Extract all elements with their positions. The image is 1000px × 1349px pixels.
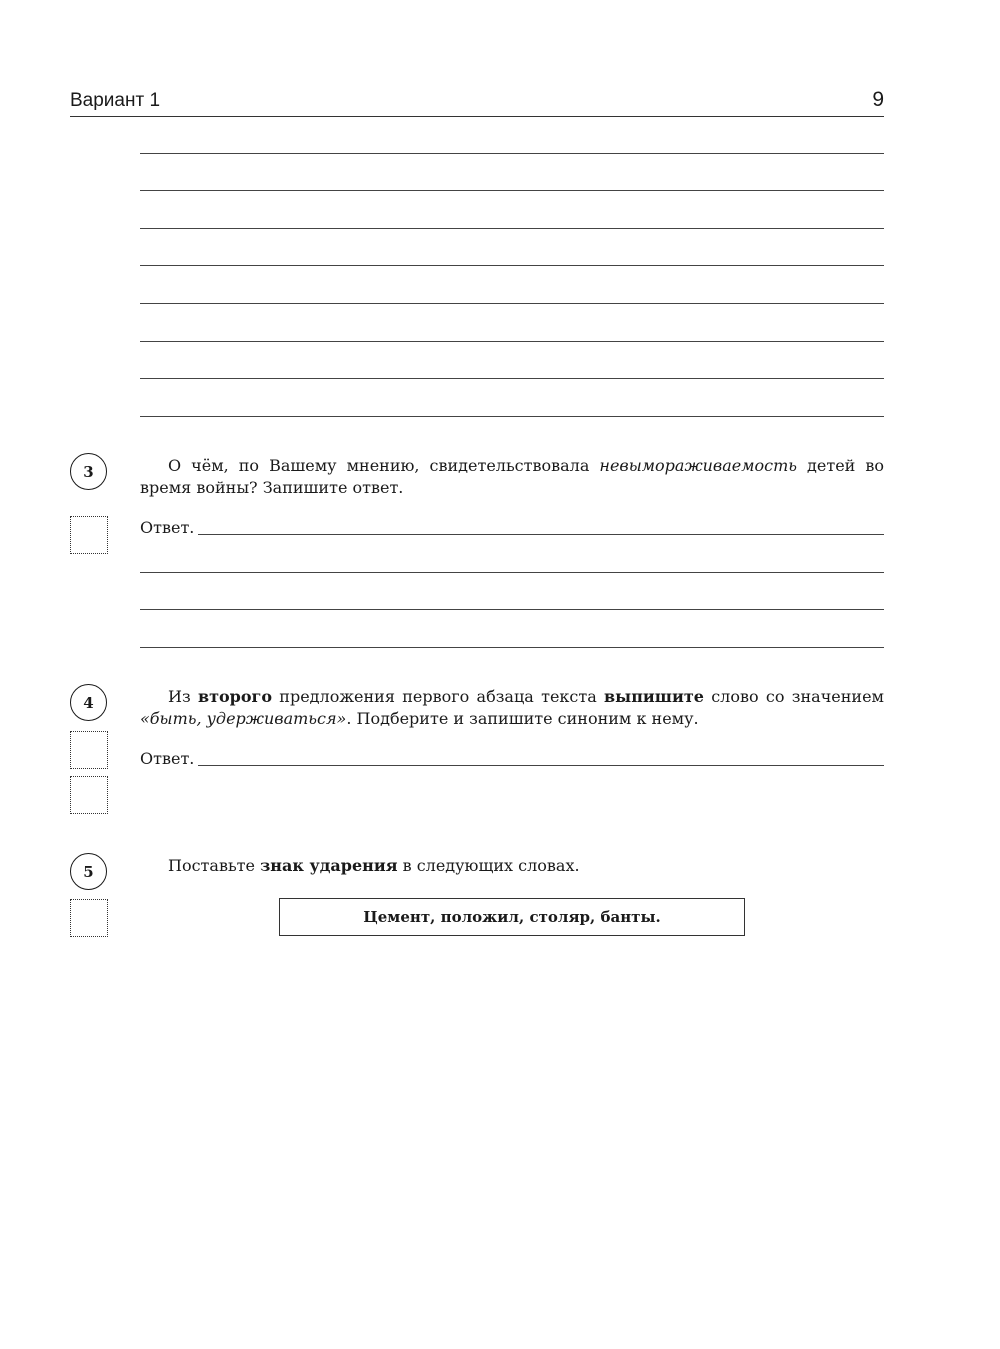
header-divider bbox=[70, 116, 884, 117]
writing-line[interactable] bbox=[140, 572, 884, 573]
task-3-text-italic: невымораживаемость bbox=[599, 456, 797, 475]
task-3-text-after: детей во время войны? Запишите ответ. bbox=[140, 456, 884, 497]
score-box-task-3 bbox=[70, 516, 108, 554]
page-number: 9 bbox=[872, 88, 884, 111]
task-3-text-before: О чём, по Вашему мнению, свидетельствовала bbox=[168, 456, 600, 475]
task-4-answer-line[interactable] bbox=[198, 765, 884, 766]
writing-line[interactable] bbox=[140, 153, 884, 154]
task-number-3: 3 bbox=[70, 453, 107, 490]
task-3-question bbox=[140, 455, 884, 499]
score-box-task-4b bbox=[70, 776, 108, 814]
task-4-bold-1: второго bbox=[197, 687, 273, 706]
task-4-question bbox=[140, 686, 884, 730]
task-number-4: 4 bbox=[70, 684, 107, 721]
task-5-question bbox=[140, 855, 884, 877]
score-box-task-4a bbox=[70, 731, 108, 769]
task-4-text-2: предложения первого абзаца текста bbox=[272, 687, 605, 706]
writing-line[interactable] bbox=[140, 416, 884, 417]
task-4-text-3: слово со значением bbox=[703, 687, 885, 706]
task-4-italic-1: «быть, удерживаться» bbox=[140, 709, 347, 728]
writing-line[interactable] bbox=[140, 609, 884, 610]
task-number-5: 5 bbox=[70, 853, 107, 890]
task-5-bold-1: знак ударения bbox=[260, 856, 398, 875]
writing-line[interactable] bbox=[140, 378, 884, 379]
task-5-word-box: Цемент, положил, столяр, банты. bbox=[279, 898, 745, 936]
task-3-answer-line[interactable] bbox=[198, 534, 884, 535]
writing-line[interactable] bbox=[140, 228, 884, 229]
task-4-bold-2: выпишите bbox=[604, 687, 704, 706]
writing-line[interactable] bbox=[140, 303, 884, 304]
task-3-answer-label: Ответ. bbox=[140, 518, 195, 537]
task-4-answer-label: Ответ. bbox=[140, 749, 195, 768]
task-4-text-1: Из bbox=[168, 687, 198, 706]
task-5-text-2: в следующих словах. bbox=[397, 856, 580, 875]
task-4-text-4: . Подберите и запишите синоним к нему. bbox=[346, 709, 699, 728]
writing-line[interactable] bbox=[140, 647, 884, 648]
writing-line[interactable] bbox=[140, 341, 884, 342]
writing-line[interactable] bbox=[140, 265, 884, 266]
task-5-text-1: Поставьте bbox=[168, 856, 261, 875]
score-box-task-5 bbox=[70, 899, 108, 937]
writing-line[interactable] bbox=[140, 190, 884, 191]
page-header-title: Вариант 1 bbox=[70, 90, 161, 111]
